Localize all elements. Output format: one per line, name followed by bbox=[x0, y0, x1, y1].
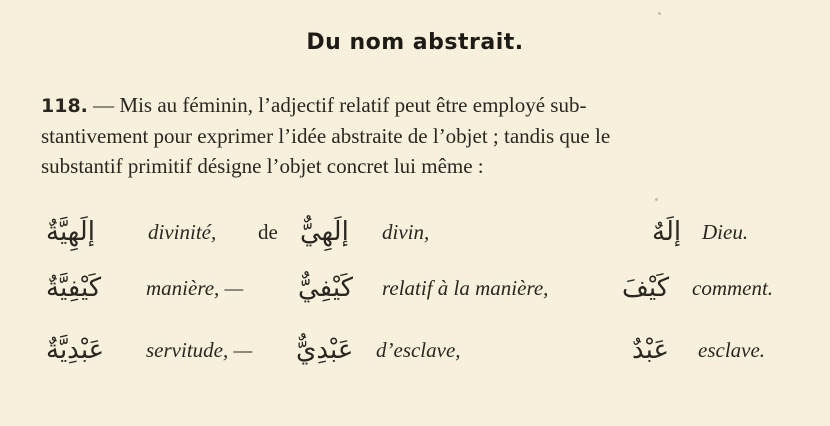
paper-speck bbox=[658, 12, 661, 15]
paragraph-number: 118. bbox=[41, 95, 88, 117]
paragraph-line-1 bbox=[41, 90, 781, 121]
gloss: divinité, bbox=[148, 220, 217, 244]
example-row bbox=[0, 268, 830, 312]
section-heading: Du nom abstrait. bbox=[306, 30, 524, 55]
paragraph-line-3: substantif primitif désigne l’objet concret lui même : bbox=[41, 154, 484, 178]
paragraph-line-2: stantivement pour exprimer l’idée abstraite de l’objet ; tandis que le bbox=[41, 124, 611, 148]
arabic-word: إلَهِيَّةٌ bbox=[46, 217, 95, 247]
gloss: divin, bbox=[382, 220, 430, 244]
arabic-word: عَبْدٌ bbox=[632, 335, 670, 365]
arabic-word: كَيْفِيَّةٌ bbox=[46, 273, 102, 303]
gloss: manière, — bbox=[146, 276, 244, 300]
gloss: esclave. bbox=[698, 338, 766, 362]
gloss: Dieu. bbox=[702, 220, 749, 244]
arabic-word: إلَهِيٌّ bbox=[300, 217, 349, 247]
arabic-word: عَبْدِيَّةٌ bbox=[46, 335, 105, 365]
gloss: relatif à la manière, bbox=[382, 276, 549, 300]
gloss: comment. bbox=[692, 276, 774, 300]
paper-speck bbox=[655, 198, 658, 201]
paragraph-118 bbox=[41, 90, 781, 181]
arabic-word: عَبْدِيٌّ bbox=[296, 335, 354, 365]
example-row bbox=[0, 330, 830, 374]
connector: de bbox=[258, 220, 278, 244]
paragraph-text: — Mis au féminin, l’adjectif relatif peut être employé sub- bbox=[87, 93, 587, 117]
arabic-word: إلَهٌ bbox=[652, 217, 682, 247]
example-row bbox=[0, 212, 830, 256]
gloss: servitude, — bbox=[146, 338, 253, 362]
arabic-word: كَيْفَ bbox=[622, 273, 670, 303]
arabic-word: كَيْفِيٌّ bbox=[298, 273, 354, 303]
gloss: d’esclave, bbox=[376, 338, 461, 362]
